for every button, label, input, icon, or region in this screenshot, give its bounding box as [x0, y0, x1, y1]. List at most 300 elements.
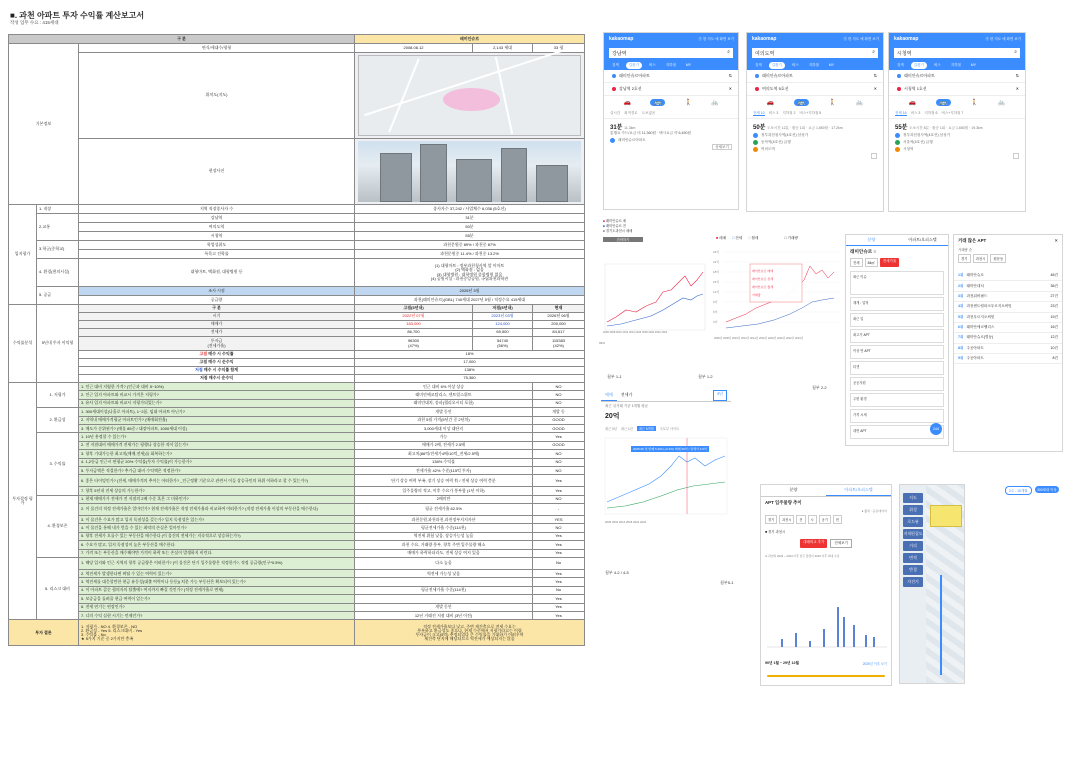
score-result: Yes	[533, 487, 585, 495]
kakao-tab[interactable]: 검색	[897, 63, 904, 67]
caption-5-1: 첨부5-1	[720, 580, 734, 585]
map-toggle[interactable]: ⓪ 한 지도 에 화면 보기	[698, 37, 734, 41]
score-result: 개발 동	[533, 408, 585, 416]
caption-1-1: 첨부 1-1	[607, 374, 622, 379]
score-evidence: 138% 수익률	[355, 458, 533, 466]
net-high: 17,000	[355, 359, 585, 367]
kakao-tab[interactable]: 버스	[791, 63, 799, 67]
route-result[interactable]	[889, 119, 1025, 161]
supply-bar	[853, 625, 855, 647]
compare-button[interactable]: 대매비교 추가	[800, 539, 827, 548]
supply-bar	[823, 629, 825, 647]
detail-button[interactable]	[1013, 153, 1019, 159]
score-group: 2. 환금성	[37, 408, 79, 433]
kakao-tab[interactable]: 지하철	[808, 63, 819, 67]
score-evidence: 2배미만	[355, 495, 533, 503]
caption-4: 첨부 4-2 / 4-5	[605, 570, 629, 575]
svg-text:래미안슈르 매매: 래미안슈르 매매	[752, 269, 774, 273]
loc-value: 종사자수 37,242 / 사업체수 6,036 (5호선)	[355, 205, 585, 214]
kakao-tabs	[604, 61, 738, 70]
detail-card[interactable]: 최근 일	[850, 313, 944, 327]
net-low: 75,360	[355, 375, 585, 383]
close-icon[interactable]: ✕	[1054, 238, 1058, 243]
caption-2-2: 첨부 2-2	[812, 385, 827, 390]
supply-source: ● 출처 : 공공데이터	[861, 509, 887, 513]
score-evidence: 입주물량의 적고, 이후 수요가 풍부함 (1년 이하)	[355, 487, 533, 495]
loc-value: 55분	[355, 232, 585, 241]
kakao-tab[interactable]: MY	[970, 63, 977, 67]
detail-card[interactable]: 최고가 APT	[850, 329, 944, 343]
profit-low: 69,500	[473, 329, 533, 337]
rank-row[interactable]: 6위 래미안에코팰리스 16건	[954, 323, 1062, 333]
route-option[interactable]: 버스 3	[768, 111, 779, 115]
score-question: 2. 전 저점대비 매매가격 전세가는 평행나 상승한 적이 있는가?	[79, 441, 355, 449]
score-question: 1. 현재 매매가가 전세가 전 저점의 2배 수준 혹은 그 미하인가?	[79, 495, 355, 503]
loc-group: 1. 직장	[37, 205, 79, 214]
swap-icon[interactable]: ⇅	[873, 73, 877, 78]
bike-icon[interactable]: 🚲	[711, 100, 719, 106]
route-option[interactable]: 지하철 6	[924, 111, 938, 115]
close-icon[interactable]: ✕	[873, 86, 877, 91]
kakaomap-card-3	[888, 32, 1026, 212]
chart2-svg	[712, 244, 842, 339]
supply-bar	[865, 635, 867, 647]
map-control[interactable]: 지적편집도	[903, 529, 923, 539]
cat-decision: 투자결정 평가	[9, 383, 37, 620]
transport-modes	[747, 96, 883, 109]
kakaomap-card-1	[603, 32, 739, 210]
route-option[interactable]: 버스+지하철 5	[799, 111, 822, 115]
loc-value: 50분	[355, 223, 585, 232]
score-evidence	[355, 578, 533, 586]
profit-sub: 5년내 투자 이익형	[37, 305, 79, 383]
score-question: 2. 지역내 매매가격평균 아파트인가? (매매회전율)	[79, 416, 355, 424]
score-question: 1. 300세대이상(나홀로 아파트), 1~2룸, 임대 아파트 아닌가?	[79, 408, 355, 416]
transit-icon[interactable]: 🚌	[936, 99, 951, 106]
route-option[interactable]: 버스+지하철 7	[941, 111, 964, 115]
loc-sub: 강남역	[79, 214, 355, 223]
collapse-button[interactable]: 간략하기	[603, 237, 643, 242]
report-table	[8, 34, 585, 646]
supply-filter[interactable]: 과천시	[779, 515, 794, 524]
walk-icon[interactable]: 🚶	[684, 100, 692, 106]
price-summary-label: 최근 실거래 기준 1개월 평균	[605, 404, 649, 408]
caption-1-2: 첨부 1-2	[698, 374, 713, 379]
cat-conclusion: 투자 결론	[9, 620, 79, 646]
close-icon[interactable]: ✕	[728, 86, 732, 91]
profit-now: 2026년 06월	[533, 313, 585, 321]
profit-high: 183,000	[355, 321, 473, 329]
route-from[interactable]: 래미안슈르아파트 ⇅	[604, 70, 738, 83]
chart2-legend: ■ 매매 □ 전세 □ 월세 □ 거래량	[716, 236, 798, 240]
route-option[interactable]: 지하철 2	[782, 111, 796, 115]
rank-row[interactable]: 7위 래미안슈르(별동) 12건	[954, 333, 1062, 343]
transit-icon[interactable]: 🚌	[794, 99, 809, 106]
kakaomap-header	[604, 33, 738, 48]
kakao-tab[interactable]: 검색	[755, 63, 762, 67]
profit-low: 2023년 03월	[473, 313, 533, 321]
kakao-tab[interactable]: MY	[828, 63, 835, 67]
loc-value: (1) 대형마트 : 정부과천청사역 앞 이마트 (2) 백화점 : 없음 (3) 대형병원 : 대학병원 종합병원 없음 (4) 공원시설 : 과천중앙공원, 국립과천과학관	[355, 259, 585, 287]
score-evidence: 3,000세대 이상 대단지	[355, 424, 533, 432]
detail-card[interactable]: 주변 환경	[850, 393, 944, 407]
rank-row[interactable]: 4위 과천센트럴파크푸르지오써밋 23건	[954, 302, 1062, 312]
supply-bar	[843, 617, 845, 647]
chart1-svg	[601, 262, 709, 342]
chart2-tick: 3억	[713, 320, 718, 324]
kakao-tab[interactable]: 지하철	[950, 63, 961, 67]
kakao-tab[interactable]: MY	[685, 63, 692, 67]
cat-base: 기본정보	[9, 44, 79, 205]
price-summary-panel	[601, 390, 731, 538]
car-icon[interactable]: 🚗	[623, 100, 631, 106]
score-result: No	[533, 586, 585, 594]
detail-card[interactable]: 티켓	[850, 361, 944, 375]
supply-range-after[interactable]: 2025년 이후 보기	[862, 662, 887, 666]
conclusion-left: 1. 저평가 - NO 4. 환경보존 - NO 2. 환금성 - Yes 5. 리스크대비 - Yes 3. 수익률 - No ★ 5가지 기준 중 2가지만 충족	[79, 620, 355, 646]
supply-filter[interactable]: 공기	[819, 515, 831, 524]
close-icon[interactable]: ✕	[1015, 86, 1019, 91]
rank-row[interactable]: 1위 래미안슈르 46건	[954, 271, 1062, 281]
score-result: Yes	[533, 549, 585, 557]
car-icon[interactable]: 🚗	[766, 100, 775, 106]
detail-badge[interactable]: 244	[930, 423, 942, 435]
score-question: 1. 해당 입지와 인근 지역의 향후 공급량은 어떠한가? (이 물건은 단기 입주물량은 적정한가?, 적정 공급량(인구*0.5%)	[79, 558, 355, 570]
report-title: ■. 과천 아파트 투자 수익률 계산보고서	[10, 11, 145, 20]
kakao-search-input[interactable]: 시청역 ⌕	[894, 48, 1020, 58]
detail-card[interactable]: 최근 이슈	[850, 271, 944, 295]
detail-card[interactable]: 대면 APT	[850, 425, 944, 439]
map-control[interactable]: 거리	[903, 541, 923, 551]
score-evidence: 평균 전세가율 62.5%	[355, 504, 533, 516]
loc-sub: 학업성취도	[79, 241, 355, 250]
route-time: 55분	[895, 125, 908, 131]
loc-sub: 대형마트, 백화점, 대형병원 등	[79, 259, 355, 287]
route-sub: 도보시간 8분 · 환승 1회 · 요금 1,650원 · 19.3km	[909, 126, 983, 130]
detail-button[interactable]: 상세보기	[712, 144, 732, 150]
score-evidence: 매매가 2배, 전세가 2.5배	[355, 441, 533, 449]
loc-sub: 특목고 진학률	[79, 250, 355, 259]
rate-low-label: 저점 매수 시 수익률 합계	[79, 367, 355, 375]
swap-icon[interactable]: ⇅	[1015, 73, 1019, 78]
score-question: 4. 이 아파트 갑순 협의자의 탈출에? 여지까지 빠질 것인가? (적정 전세가율로 면제)	[79, 586, 355, 594]
search-icon[interactable]: ⌕	[872, 49, 875, 55]
route-to[interactable]: 강남역 2호선 ✕	[604, 83, 738, 96]
loc-sub: 지역 직장종사자 수	[79, 205, 355, 214]
score-result: Yes	[533, 532, 585, 540]
kakaomap-header	[747, 33, 883, 48]
rate-high: 18%	[355, 351, 585, 359]
score-question: 1. 10년 흥정할 수 있는가?	[79, 433, 355, 441]
chart2-lease-line	[726, 298, 834, 328]
route-options	[604, 109, 738, 119]
kakao-tab[interactable]: 검색	[612, 63, 619, 67]
supply-bar	[837, 607, 839, 647]
score-result: GOOD	[533, 441, 585, 449]
route-detail: 통행요 카드/요금 비 11,360원 · 택시요금 약 6,450원	[610, 131, 691, 135]
score-evidence: 과천 수요, 거래량 풍부, 향후 주변 입주물량 해소	[355, 541, 533, 549]
map-popup	[930, 505, 962, 527]
map-control[interactable]: 반경	[903, 565, 923, 575]
score-question: 3. 유사 입지 아파트와 비교시 저평가되었는가?	[79, 399, 355, 407]
route-option[interactable]: 최적경로	[624, 111, 638, 115]
chart1-axis: 2006 2008 2010 2012 2014 2016 2018 2020 2022 2024	[603, 331, 668, 334]
score-question: 2. 이 물건의 적정 전세가율은 얼마인가? 현재 전세가율은 적정 전세가율과 비교하여 어떠한가? (적정 전세가율 이상의 부동산을 매수한다)	[79, 504, 355, 516]
chart2-tick: 21억	[713, 260, 720, 264]
route-option[interactable]: 버스 3	[910, 111, 921, 115]
supply-range: 90년 1월 ~ 29년 12월	[765, 661, 799, 665]
loc-group: 5. 공급	[37, 287, 79, 305]
supply-pills	[967, 484, 1063, 498]
chart1-legend: ■ 래미안슈르 매 ■ 래미안슈르 전 ■ 경기도과천시 매매	[603, 219, 633, 233]
view-all-button[interactable]: 전체보기	[830, 539, 852, 548]
loc-value: 31분	[355, 214, 585, 223]
pill-size[interactable]: 300세대 이상	[1037, 488, 1057, 492]
score-question: 6. 수요가 많고, 입지 독점성이 높은 부동산을 매수한다.	[79, 541, 355, 549]
supply-filter[interactable]: 경기	[765, 515, 777, 524]
map-toggle[interactable]: ⓪ 한 지도 에 화면 보기	[985, 37, 1021, 41]
kakao-tab[interactable]: 지하철	[665, 63, 676, 67]
profit-now: 84,617	[533, 329, 585, 337]
search-icon[interactable]: ⌕	[1014, 49, 1017, 55]
price-chart-small	[601, 217, 709, 347]
filter-ratio[interactable]: 전세가율	[880, 258, 900, 267]
transport-modes	[889, 96, 1025, 109]
tab-trade[interactable]: 매매	[601, 390, 617, 401]
supply-panel	[760, 484, 892, 686]
rate-high-label: 고점 매수 시 수익률	[79, 351, 355, 359]
walk-icon[interactable]: 🚶	[970, 100, 979, 106]
score-evidence: 래미안대치, 송파(헬리오시티 포함)	[355, 399, 533, 407]
conclusion-right: 적정 전세가율보다 낮고, 주변 재건축으로 전세 수요는 풍부하고 환금성도 좋으나, 현재 수준에서 저평가라고는 어렵 투자금이 크고(5억) 추정되었다 큰 수익률을 기대하기 어려우며 제건축 단지에 해당되므로 역전세가 예상되지는 않음	[355, 620, 585, 646]
profit-key: 투자금 (전세가율)	[79, 337, 355, 351]
kakao-tab[interactable]: 길찾기	[626, 62, 642, 69]
net-low-label: 저점 매수시 순수익	[79, 375, 355, 383]
loc-group: 3.학군(중학교)	[37, 241, 79, 259]
map-route	[940, 575, 942, 675]
score-question: 5. 보증금을 돌려줄 현금 여력이 있는가?	[79, 595, 355, 603]
price-value: 20억	[605, 413, 620, 420]
chart2-tick: 15억	[713, 280, 720, 284]
cat-location: 입지평가	[9, 205, 37, 305]
cat-profit: 수익률분석	[9, 305, 37, 383]
route-option[interactable]: 실시간	[610, 111, 621, 115]
score-result: YES	[533, 516, 585, 524]
rank-row[interactable]: 3위 과천위버필드 27건	[954, 292, 1062, 302]
profit-col3: 현재	[533, 305, 585, 313]
base-size: 33 평	[533, 44, 585, 53]
detail-card[interactable]: 공공지원	[850, 377, 944, 391]
rank-row[interactable]: 5위 과천푸르지오써밋 19건	[954, 313, 1062, 323]
detail-button[interactable]	[871, 153, 877, 159]
route-time: 50분	[753, 125, 766, 131]
loc-sub: 공급량	[79, 296, 355, 305]
rank-filter-dong[interactable]: 원문동	[990, 254, 1006, 263]
supply-bar	[795, 633, 797, 647]
map-control[interactable]: 로드뷰	[903, 517, 923, 527]
supply-bar	[809, 641, 811, 647]
map-control[interactable]: 지도	[903, 493, 923, 503]
kakaomap-logo: kakaomap	[894, 36, 919, 42]
score-evidence: 전세가율 42% 수준(115억 투자)	[355, 466, 533, 474]
route-to[interactable]: 시청역 1호선 ✕	[889, 83, 1025, 96]
rate-low: 138%	[355, 367, 585, 375]
loc-value: 과천문원중 11.4% / 과천중 13.2%	[355, 250, 585, 259]
rank-filter-region[interactable]: 경기	[958, 254, 971, 263]
score-question: 3. 이 물건은 수요가 많고 입지 독점성을 갖는가? 입지 독점성은 있는가?	[79, 516, 355, 524]
supply-filter[interactable]: 현	[833, 515, 842, 524]
route-stop: 여의도역	[753, 147, 877, 152]
profit-now: 115383 (42%)	[533, 337, 585, 351]
rank-row[interactable]: 9위 주공아파트 8건	[954, 354, 1062, 364]
score-result: No	[533, 558, 585, 570]
score-result: NO	[533, 450, 585, 458]
chart2-axis: 2006년 2008년 2010년 2012년 2014년 2016년 2018년 2020년 2022년 2024년	[714, 337, 804, 340]
route-result[interactable]	[747, 119, 883, 161]
supply-bar	[873, 637, 875, 647]
range-slider[interactable]	[767, 675, 885, 677]
route-option[interactable]: 도보없음	[641, 111, 656, 115]
location-map	[355, 53, 585, 139]
score-question: 3. 역전세를 대응할만한 현금 유동성(대출 여력이나 등등)) 처분 가능 부동산은 확보되어 있는가?	[79, 578, 355, 586]
transit-icon[interactable]: 🚌	[650, 99, 665, 106]
svg-text:래미안슈르 전세: 래미안슈르 전세	[752, 277, 774, 281]
route-stop: 정부과천청사역(4호선) 삼성가	[895, 133, 1019, 138]
score-evidence: 12년 거래진 저점 대비 (3년 이전)	[355, 611, 533, 619]
score-group: 3. 수익률	[37, 433, 79, 495]
profit-key: 시기	[79, 313, 355, 321]
chart2-tick: 18억	[713, 270, 720, 274]
net-high-label: 고점 매수 시 순수익	[79, 359, 355, 367]
score-question: 5. 투자금액은 적절한가? 추가금 대비 수익액은 적정한가?	[79, 466, 355, 474]
base-year: 2008.08.12	[355, 44, 473, 53]
price-axis: 2006 2010 2014 2018 2022 2024	[605, 520, 647, 524]
rank-sort[interactable]: 거래량 순	[958, 248, 973, 252]
map-toggle[interactable]: ⓪ 한 지도 에 화면 보기	[843, 37, 879, 41]
score-evidence: 역전세 위험 낮음, 장승가능성 높음	[355, 532, 533, 540]
detail-card[interactable]: 이상 연 APT	[850, 345, 944, 359]
kakao-tab[interactable]: 길찾기	[911, 62, 927, 69]
profit-col0: 구 분	[79, 305, 355, 313]
map-control[interactable]: 자전거	[903, 577, 923, 587]
route-stop: 서울역(4호선) 급행	[895, 140, 1019, 145]
score-question: 5. 향후 전세가 오를수 있는 부동산을 매수한다 (이 물건의 전세가는 지속적으로 상승하는가?)	[79, 532, 355, 540]
score-question: 7. 향후 5년내 전세 상승의 가능한가?	[79, 487, 355, 495]
score-evidence: 다소 높음	[355, 558, 533, 570]
loc-value: 2026년 3월	[355, 287, 585, 296]
route-to[interactable]: 여의도역 5호선 ✕	[747, 83, 883, 96]
score-result: Yes	[533, 570, 585, 578]
score-result: Yes	[533, 475, 585, 487]
walk-icon[interactable]: 🚶	[828, 100, 837, 106]
base-units: 2,143 세대	[473, 44, 533, 53]
site-photo	[355, 139, 585, 205]
chart2-tick: 6억	[713, 310, 718, 314]
rank-filter-city[interactable]: 과천시	[973, 254, 989, 263]
score-result: Yes	[533, 541, 585, 549]
loc-sub: 여의도역	[79, 223, 355, 232]
route-from[interactable]: 래미안슈르아파트 ⇅	[889, 70, 1025, 83]
route-from[interactable]: 래미안슈르아파트 ⇅	[747, 70, 883, 83]
kakaomap-card-2	[746, 32, 884, 212]
route-result[interactable]	[604, 119, 738, 153]
score-result: Yes	[533, 611, 585, 619]
supply-filter[interactable]: 시	[808, 515, 817, 524]
score-result: Yes	[533, 595, 585, 603]
profit-key: 전세가	[79, 329, 355, 337]
rank-row[interactable]: 2위 래미안대치 36건	[954, 281, 1062, 291]
supply-filter[interactable]: 전	[796, 515, 805, 524]
chart1-note: 99%	[599, 341, 606, 345]
filter-size[interactable]: 84㎡	[865, 258, 878, 267]
kakao-search-input[interactable]: 강남역 ⌕	[609, 48, 733, 58]
period-select[interactable]: 3년	[713, 390, 727, 401]
loc-group: 4. 환경(편의시설)	[37, 259, 79, 287]
map-snippet	[899, 484, 965, 684]
price-tooltip: 2025.06 첫 번째 5,363 (+0.3%) 매매 30억 / 전세가 4.6억	[633, 447, 707, 451]
detail-card[interactable]: 가격 시세	[850, 409, 944, 423]
route-option[interactable]: 전체 16	[895, 111, 907, 115]
score-question: 3. 매도가 순위권가? (매물 85중 / 대장아파트, 1000세대 이상)	[79, 424, 355, 432]
profit-low: 54740 (56%)	[473, 337, 533, 351]
swap-icon[interactable]: ⇅	[728, 73, 732, 78]
bike-icon[interactable]: 🚲	[997, 100, 1006, 106]
detail-card[interactable]: 재개 : 업적	[850, 297, 944, 311]
map-label: 위치도(지도)	[79, 53, 355, 139]
tab-sale[interactable]: 분양	[867, 237, 876, 242]
chart2-tick: 24억	[713, 250, 720, 254]
map-control[interactable]: 위성	[903, 505, 923, 515]
rank-row[interactable]: 8위 주공아파트 10건	[954, 344, 1062, 354]
score-evidence: 단기 상승 여력 부족, 장기 상승 여력 有 / 전세 상승 여력 충분	[355, 475, 533, 487]
score-question: 4. 1,2등급 인근시 연평균 20% 수익률(투자 수익률)이 가능한가?	[79, 458, 355, 466]
profit-high: 2022년 07월	[355, 313, 473, 321]
kakao-tabs	[889, 61, 1025, 70]
score-question: 6. 좋은 타이밍인가? (전세, 매매가격의 추이는 어떠한가? _인근정황 기준으로 관련시 이들 상승국인의 하위 이하라고 할 수 있는가?)	[79, 475, 355, 487]
tab-apt[interactable]: 아파트/오피스텔	[908, 237, 937, 242]
score-question: 7. 너의 수익 실현 시기는 언제인가?	[79, 611, 355, 619]
loc-sub: 시청역	[79, 232, 355, 241]
kakao-tab[interactable]: 버스	[933, 63, 941, 67]
route-stop: 정부과천청사역(4호선) 삼성가	[753, 133, 877, 138]
tab-presale[interactable]: 분양	[789, 487, 798, 492]
kakao-tab[interactable]: 버스	[648, 63, 656, 67]
profit-col1: 고점(5년내)	[355, 305, 473, 313]
apt-rank-panel	[953, 234, 1063, 452]
map-control[interactable]: 면적	[903, 553, 923, 563]
score-group: 4. 환경보존	[37, 495, 79, 557]
tab-lease[interactable]: 전세가	[620, 392, 633, 397]
score-evidence: 인근 대비 6% 이상 상승	[355, 383, 533, 391]
kakao-search-input[interactable]: 여의도역 ⌕	[752, 48, 878, 58]
pill-period[interactable]: 2주 - 10개월	[1005, 486, 1032, 495]
profit-key: 매매가	[79, 321, 355, 329]
bike-icon[interactable]: 🚲	[855, 100, 864, 106]
profit-now: 200,000	[533, 321, 585, 329]
filter-lease[interactable]: 전세	[850, 258, 863, 267]
search-icon[interactable]: ⌕	[727, 49, 730, 55]
profit-col2: 저점(5년내)	[473, 305, 533, 313]
route-time: 31분	[610, 125, 623, 131]
chart2-tick: 9억	[713, 300, 718, 304]
kakao-tab[interactable]: 길찾기	[769, 62, 785, 69]
route-stop: 래미안슈르아파트	[610, 138, 732, 143]
score-result: Yes	[533, 578, 585, 586]
score-result: Yes	[533, 603, 585, 611]
tab-supply-apt[interactable]: 아파트/오피스텔	[826, 485, 891, 496]
route-option[interactable]: 전체 10	[753, 111, 765, 115]
car-icon[interactable]: 🚗	[908, 100, 917, 106]
